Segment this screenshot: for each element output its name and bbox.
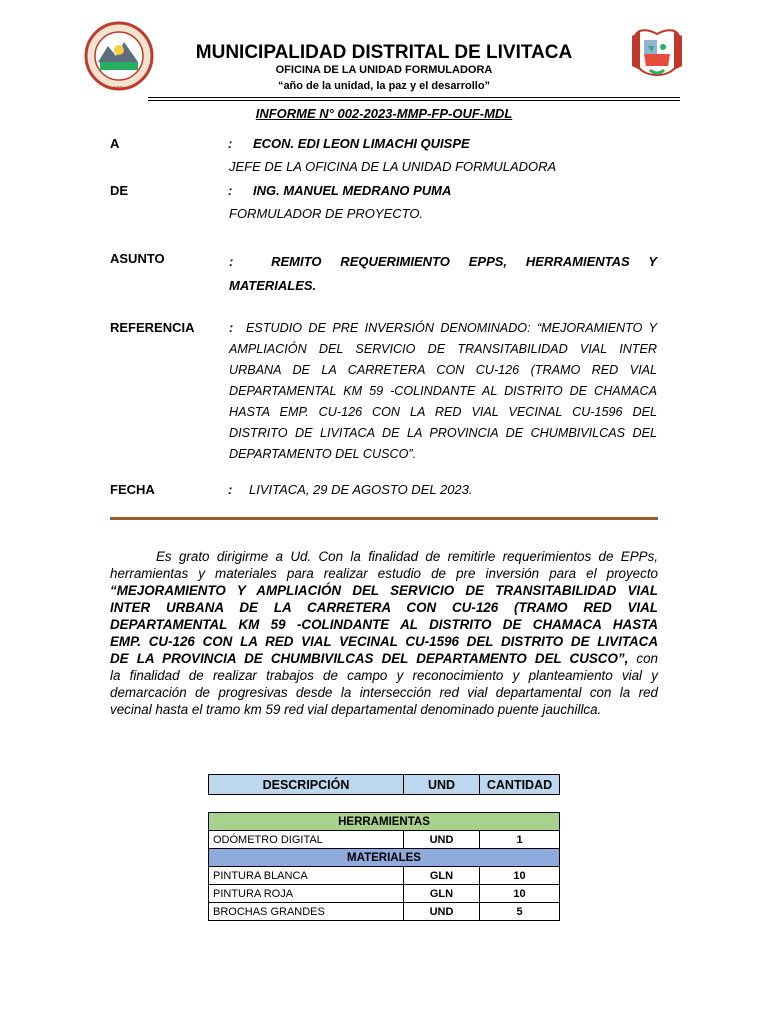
header-rule-bottom [148,100,680,101]
table-row [209,903,560,921]
to-colon: : [228,136,233,151]
reference-label: REFERENCIA [110,320,195,335]
to-name: ECON. EDI LEON LIMACHI QUISPE [253,136,470,151]
subject-line-1: : REMITO REQUERIMIENTO EPPS, HERRAMIENTAS Y [229,254,657,269]
from-name: ING. MANUEL MEDRANO PUMA [253,183,452,198]
item-unit: GLN [404,867,480,885]
body-line: DEPARTAMENTAL KM 59 -COLINDANTE AL DISTRITO DE CHAMACA HASTA [110,617,658,632]
reference-text [229,318,657,465]
item-quantity: 10 [480,867,560,885]
subject-line-2: MATERIALES. [229,278,317,293]
office-subtitle: OFICINA DE LA UNIDAD FORMULADORA [275,64,493,76]
date-value: LIVITACA, 29 DE AGOSTO DEL 2023. [249,482,473,497]
table-row [209,867,560,885]
body-line: DE LA PROVINCIA DE CHUMBIVILCAS DEL DEPARTAMENTO DEL CUSCO”, con [110,651,658,666]
to-role: JEFE DE LA OFICINA DE LA UNIDAD FORMULADORA [229,159,557,174]
reference-line: : ESTUDIO DE PRE INVERSIÓN DENOMINADO: “MEJORAMIENTO Y [229,321,657,335]
year-motto: “año de la unidad, la paz y el desarrollo” [277,80,491,92]
body-line: Es grato dirigirme a Ud. Con la finalidad de remitirle requerimientos de EPPs, [156,549,658,564]
subject-label: ASUNTO [110,251,165,266]
requirements-header-table [208,774,560,795]
body-line: demarcación de progresivas desde la intersección red vial departamental con la red [110,685,658,700]
item-unit: UND [404,903,480,921]
item-description: BROCHAS GRANDES [209,903,404,921]
header-unit: UND [404,775,480,795]
requirements-table [208,812,560,921]
item-unit: UND [404,831,480,849]
body-line: vecinal hasta el tramo km 59 red vial departamental denominado puente jauchillca. [110,702,602,717]
item-unit: GLN [404,885,480,903]
municipality-title: MUNICIPALIDAD DISTRITAL DE LIVITACA [195,42,573,63]
reference-line: AMPLIACIÓN DEL SERVICIO DE TRANSITABILIDAD VIAL INTER [229,342,657,356]
table-row [209,831,560,849]
to-label: A [110,136,120,151]
date-colon: : [228,482,233,497]
from-role: FORMULADOR DE PROYECTO. [229,206,424,221]
item-description: PINTURA ROJA [209,885,404,903]
body-line: “MEJORAMIENTO Y AMPLIACIÓN DEL SERVICIO DE TRANSITABILIDAD VIAL [110,583,658,598]
from-label: DE [110,183,129,198]
svg-text:MDL: MDL [113,86,125,92]
table-row [209,885,560,903]
item-quantity: 10 [480,885,560,903]
reference-line: URBANA DE LA CARRETERA CON CU-126 (TRAMO RED VIAL [229,363,657,377]
header-description: DESCRIPCIÓN [209,775,404,795]
body-paragraph [110,548,658,718]
item-description: ODÓMETRO DIGITAL [209,831,404,849]
separator-rule [110,517,658,520]
body-line: EMP. CU-126 CON LA RED VIAL VECINAL CU-1596 DEL DISTRITO DE LIVITACA [110,634,658,649]
reference-line: DEPARTAMENTAL KM 59 -COLINDANTE AL DISTRITO DE CHAMACA [229,384,657,398]
header-rule-top [148,97,680,98]
item-quantity: 1 [480,831,560,849]
body-line: INTER URBANA DE LA CARRETERA CON CU-126 (TRAMO RED VIAL [110,600,658,615]
materials-section-header: MATERIALES [209,849,560,867]
date-label: FECHA [110,482,155,497]
header-quantity: CANTIDAD [480,775,560,795]
from-colon: : [228,183,233,198]
report-number: INFORME N° 002-2023-MMP-FP-OUF-MDL [255,106,513,121]
subject-text [229,250,657,298]
body-line: la finalidad de realizar trabajos de campo y reconocimiento y planteamiento vial y [110,668,658,683]
item-quantity: 5 [480,903,560,921]
reference-line: HASTA EMP. CU-126 CON LA RED VIAL VECINAL CU-1596 DEL [229,405,657,419]
reference-line: DISTRITO DE LIVITACA DE LA PROVINCIA DE CHUMBIVILCAS DEL [229,426,657,440]
reference-line: DEPARTAMENTO DEL CUSCO”. [229,447,417,461]
tools-section-header: HERRAMIENTAS [209,813,560,831]
body-line: herramientas y materiales para realizar estudio de pre inversión para el proyecto [110,566,658,581]
item-description: PINTURA BLANCA [209,867,404,885]
